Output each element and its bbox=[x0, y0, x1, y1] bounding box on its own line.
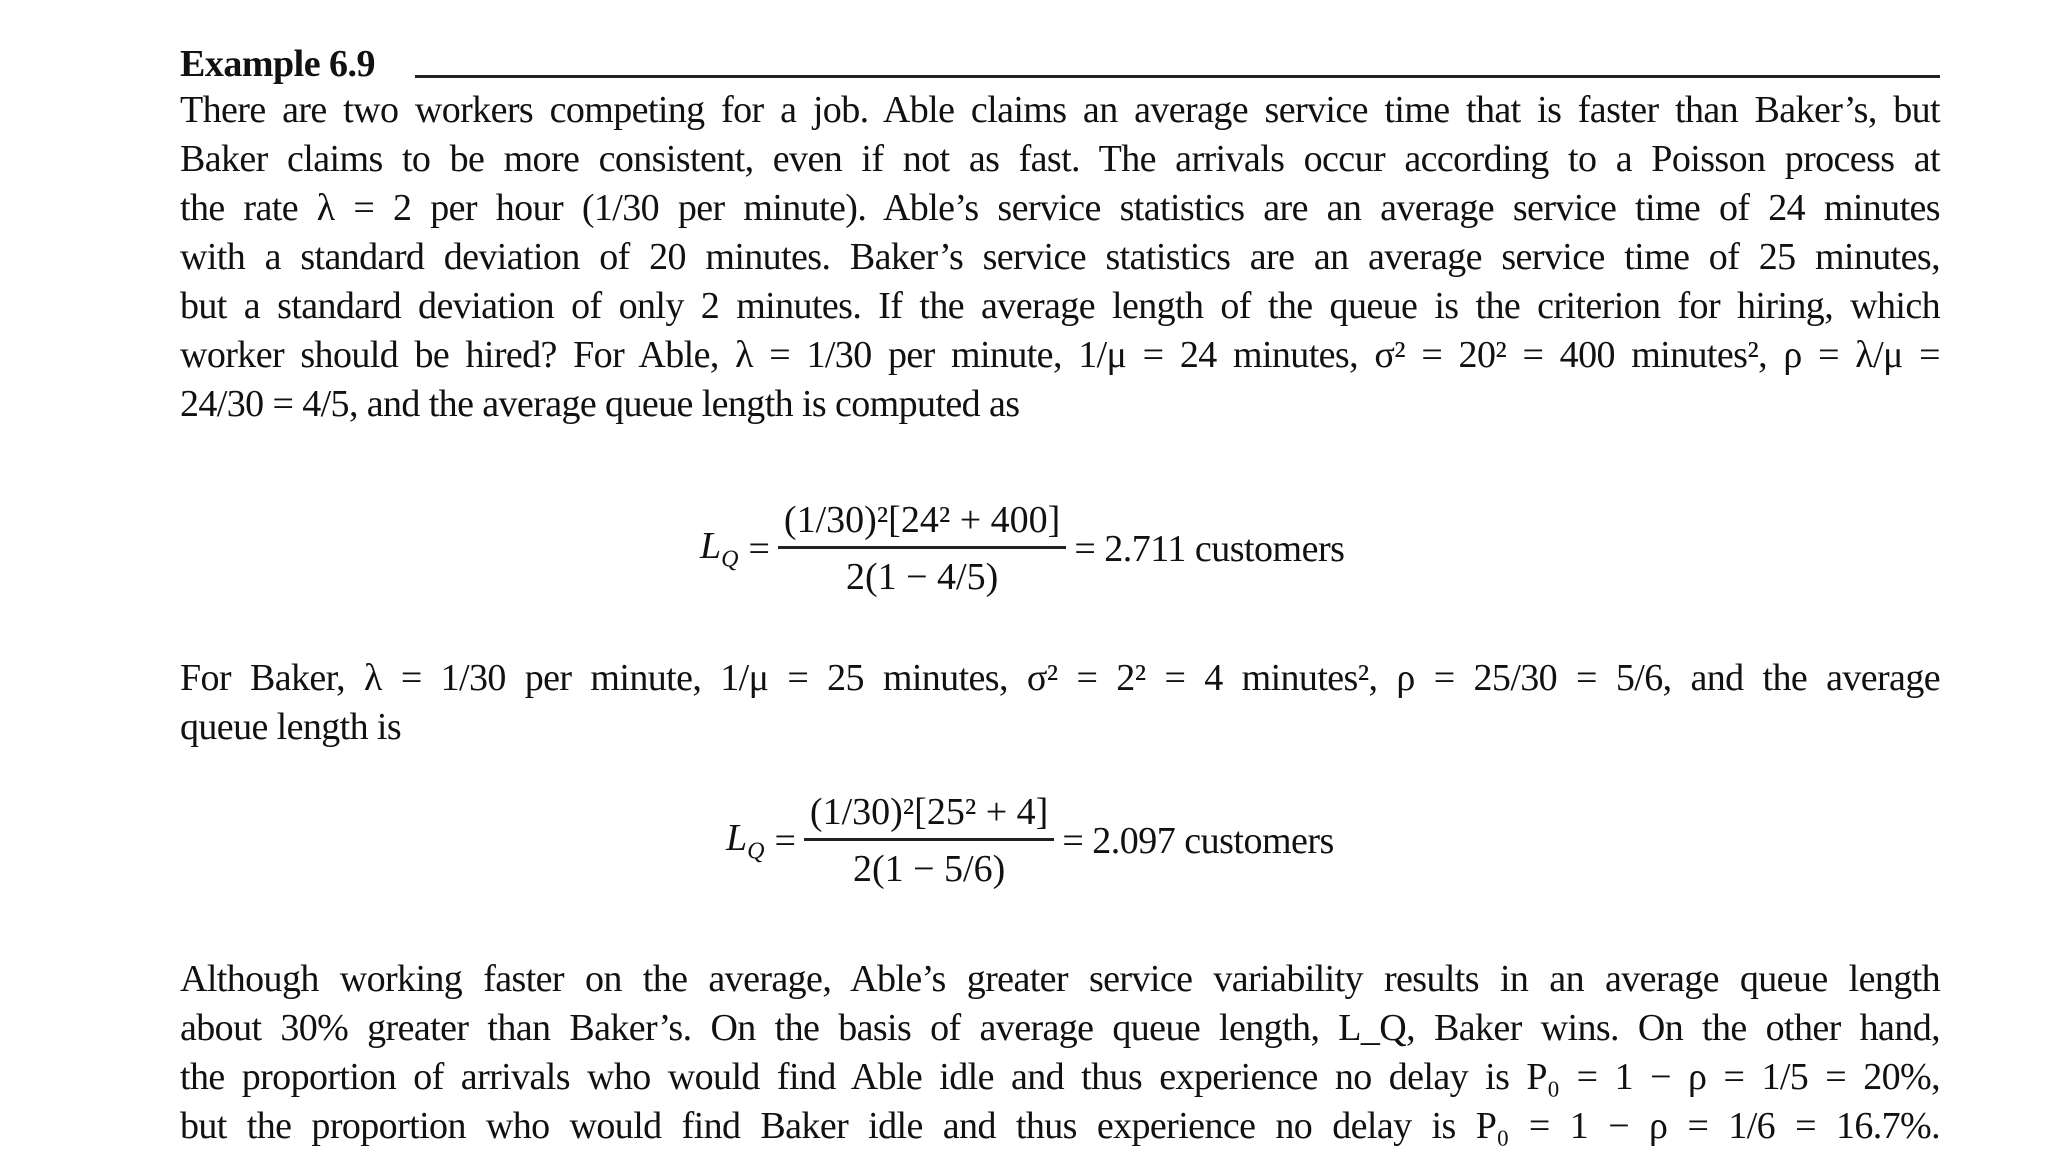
title-rule bbox=[415, 75, 1940, 78]
document-page bbox=[180, 34, 1940, 429]
text-line: Baker claims to be more consistent, even if not as fast. The arrivals occur according to a Poisson process at bbox=[180, 138, 1940, 180]
fraction-denominator: 2(1 − 5/6) bbox=[852, 848, 1006, 890]
equals-sign: = bbox=[774, 819, 796, 862]
text-line: There are two workers competing for a job. Able claims an average service time that is faster than Baker’s, but bbox=[180, 89, 1940, 131]
text-line: Although working faster on the average, Able’s greater service variability results in an average queue length bbox=[180, 958, 1940, 1000]
text-line: but the proportion who would find Baker idle and thus experience no delay is P₀ = 1 − ρ = 1/6 = 16.7%. bbox=[180, 1105, 1940, 1147]
paragraph-baker bbox=[180, 654, 1940, 752]
document-page-part2 bbox=[180, 654, 1940, 752]
text-line: queue length is bbox=[180, 706, 402, 748]
paragraph-conclusion bbox=[180, 955, 1940, 1151]
equation-lhs: $L_Q$ bbox=[700, 524, 739, 573]
text-line: For Baker, λ = 1/30 per minute, 1/μ = 25 minutes, σ² = 2² = 4 minutes², ρ = 25/30 = 5/6, and the average bbox=[180, 657, 1940, 699]
fraction-numerator: (1/30)²[24² + 400] bbox=[778, 498, 1066, 549]
equals-sign: = bbox=[748, 527, 770, 570]
example-title: Example 6.9 bbox=[180, 43, 376, 85]
text-line: about 30% greater than Baker’s. On the basis of average queue length, L_Q, Baker wins. On the other hand, bbox=[180, 1007, 1940, 1049]
equation-baker bbox=[726, 790, 1334, 891]
text-line: worker should be hired? For Able, λ = 1/30 per minute, 1/μ = 24 minutes, σ² = 20² = 400 minutes², ρ = λ/μ = bbox=[180, 334, 1940, 376]
paragraph-problem bbox=[180, 86, 1940, 429]
fraction bbox=[804, 790, 1054, 891]
example-header bbox=[180, 34, 1940, 86]
text-line: 24/30 = 4/5, and the average queue length is computed as bbox=[180, 383, 1020, 425]
text-line: the proportion of arrivals who would find Able idle and thus experience no delay is P₀ = 1 − ρ = 1/5 = 20%, bbox=[180, 1056, 1940, 1098]
fraction-denominator: 2(1 − 4/5) bbox=[845, 556, 999, 598]
equation-result: = 2.097 customers bbox=[1062, 819, 1334, 862]
text-line: with a standard deviation of 20 minutes. Baker’s service statistics are an average service time of 25 minutes, bbox=[180, 236, 1940, 278]
fraction bbox=[778, 498, 1066, 599]
equation-able bbox=[700, 498, 1344, 599]
text-line: but a standard deviation of only 2 minutes. If the average length of the queue is the criterion for hiring, which bbox=[180, 285, 1940, 327]
equation-lhs: $L_Q$ bbox=[726, 816, 765, 865]
document-page-part3 bbox=[180, 955, 1940, 1151]
fraction-numerator: (1/30)²[25² + 4] bbox=[804, 790, 1054, 841]
text-line: the rate λ = 2 per hour (1/30 per minute). Able’s service statistics are an average service time of 24 minutes bbox=[180, 187, 1940, 229]
equation-result: = 2.711 customers bbox=[1074, 527, 1345, 570]
